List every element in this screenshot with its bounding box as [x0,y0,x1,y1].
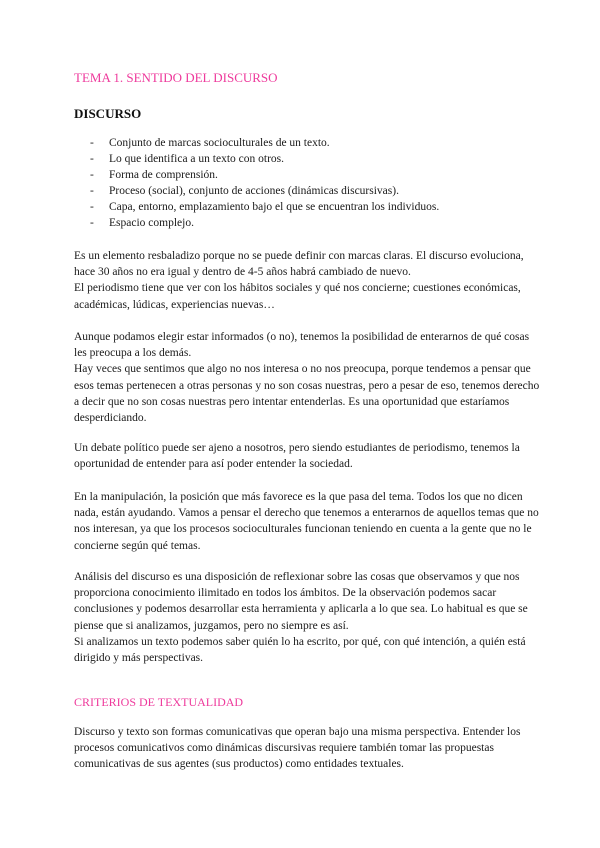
paragraph-textuality [74,724,544,773]
bullet-list [74,135,439,231]
document-title: TEMA 1. SENTIDO DEL DISCURSO [74,70,278,85]
paragraph-text: El periodismo tiene que ver con los hábitos sociales y qué nos concierne; cuestiones económicas, académicas, lúdicas, experiencias nuevas… [74,282,521,311]
paragraph-text: Un debate político puede ser ajeno a nosotros, pero siendo estudiantes de periodismo, tenemos la oportunidad de entender para así poder entender la sociedad. [74,442,520,471]
list-item-text: Conjunto de marcas socioculturales de un texto. [109,137,330,149]
bullet-marker: - [90,153,94,165]
paragraph-information [74,329,544,426]
section-heading: DISCURSO [74,106,142,121]
paragraph-text: Aunque podamos elegir estar informados (o no), tenemos la posibilidad de enterarnos de qué cosas les preocupa a los demás. [74,331,530,360]
bullet-marker: - [90,169,94,181]
list-item [74,167,439,183]
paragraph-definition [74,248,544,313]
subheading-textuality: CRITERIOS DE TEXTUALIDAD [74,695,244,709]
list-item [74,199,439,215]
paragraph-debate [74,440,544,472]
list-item-text: Capa, entorno, emplazamiento bajo el que se encuentran los individuos. [109,201,440,213]
bullet-marker: - [90,217,94,229]
bullet-marker: - [90,137,94,149]
bullet-marker: - [90,201,94,213]
paragraph-text: Es un elemento resbaladizo porque no se puede definir con marcas claras. El discurso evoluciona, hace 30 años no era igual y dentro de 4-5 años habrá cambiado de nuevo. [74,250,524,279]
list-item-text: Proceso (social), conjunto de acciones (dinámicas discursivas). [109,185,399,197]
paragraph-manipulation [74,489,544,554]
list-item [74,183,439,199]
list-item-text: Forma de comprensión. [109,169,218,181]
list-item-text: Espacio complejo. [109,217,194,229]
list-item [74,151,439,167]
paragraph-text: Hay veces que sentimos que algo no nos interesa o no nos preocupa, porque tendemos a pensar que esos temas pertenecen a otras personas y no son cosas nuestras, pero a pesar de eso, tenemos derecho a decir que no son cosas nuestras pero intentar entenderlas. Es una oportunidad que estaríamos desperdiciando. [74,363,540,425]
bullet-marker: - [90,185,94,197]
paragraph-text: Discurso y texto son formas comunicativas que operan bajo una misma perspectiva. Entender los procesos comunicativos como dinámicas discursivas requiere también tomar las propuestas comunicativas de sus agentes (sus productos) como entidades textuales. [74,726,521,771]
list-item-text: Lo que identifica a un texto con otros. [109,153,285,165]
paragraph-text: En la manipulación, la posición que más favorece es la que pasa del tema. Todos los que no dicen nada, están ayudando. Vamos a pensar el derecho que tenemos a enterarnos de aquellos temas que no nos interesan, ya que los procesos socioculturales funcionan teniendo en cuenta a la gente que no le concierne según qué temas. [74,491,539,552]
paragraph-text: Si analizamos un texto podemos saber quién lo ha escrito, por qué, con qué intención, a quién está dirigido y más perspectivas. [74,635,526,665]
paragraph-text: Análisis del discurso es una disposición de reflexionar sobre las cosas que observamos y que nos proporciona conocimiento ilimitado en todos los ámbitos. De la observación podemos sacar conclusiones y podemos desarrollar esta herramienta y aplicarla a lo que sea. Lo habitual es que se piense que si analizamos, juzgamos, pero no siempre es así. [74,571,528,632]
list-item [74,135,439,151]
list-item [74,215,439,231]
paragraph-discourse-analysis [74,569,544,666]
